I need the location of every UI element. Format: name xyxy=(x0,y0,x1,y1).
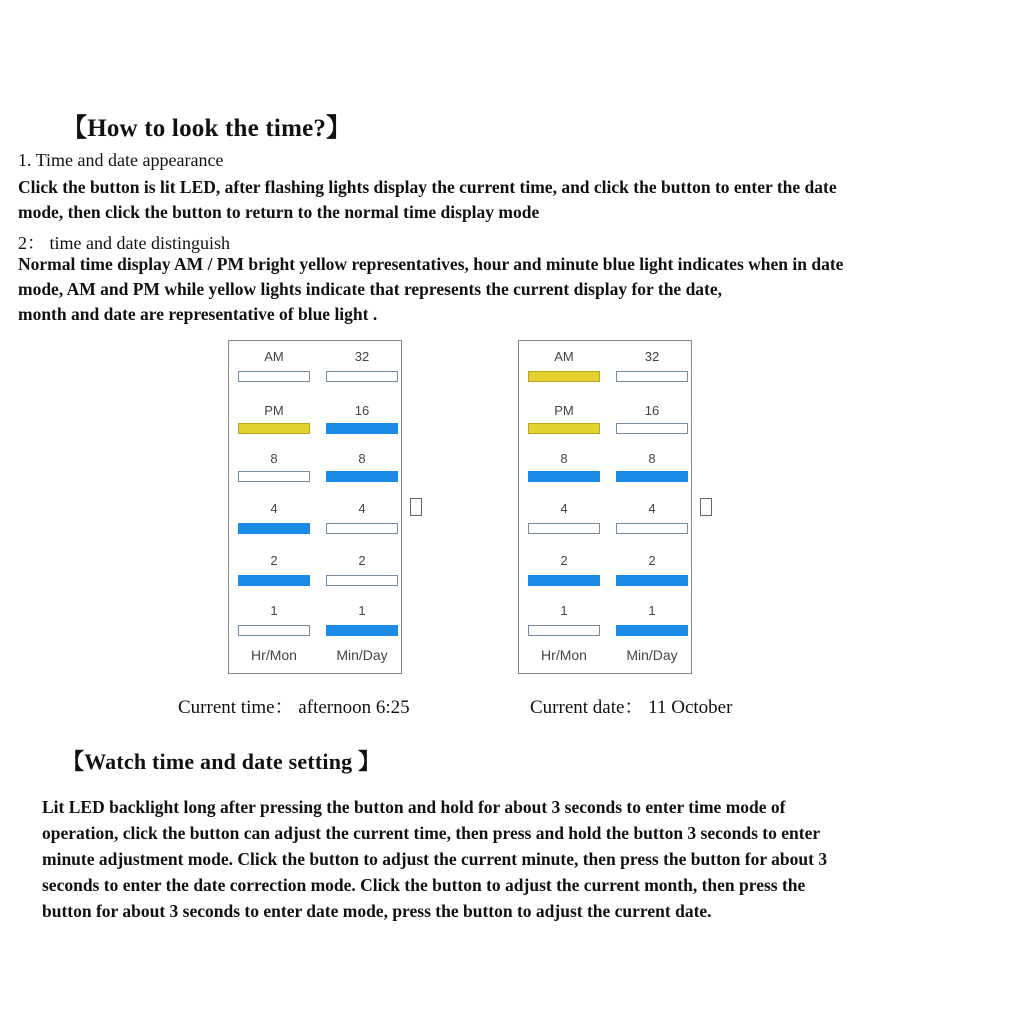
led-label-right: 4 xyxy=(358,501,366,516)
led-label-left: 8 xyxy=(270,451,278,466)
led-label-right: 8 xyxy=(648,451,656,466)
led-bar-right xyxy=(616,471,688,482)
led-label-left: PM xyxy=(264,403,284,418)
setting-line: Lit LED backlight long after pressing the button and hold for about 3 seconds to enter time mode of xyxy=(42,797,786,817)
section2-line: Normal time display AM / PM bright yellow representatives, hour and minute blue light indicates when in date xyxy=(18,254,844,274)
section1-title: 1. Time and date appearance xyxy=(18,150,224,170)
watch-button-icon xyxy=(410,498,422,516)
section2-line: mode, AM and PM while yellow lights indicate that represents the current display for the date, xyxy=(18,279,723,299)
led-footer-right: Min/Day xyxy=(626,647,678,663)
led-label-left: 2 xyxy=(270,553,278,568)
led-label-right: 1 xyxy=(358,603,366,618)
setting-line: operation, click the button can adjust the current time, then press and hold the button 3 seconds to enter xyxy=(42,823,821,843)
section1-line: Click the button is lit LED, after flashing lights display the current time, and click the button to enter the date xyxy=(18,177,837,197)
led-label-right: 16 xyxy=(644,403,660,418)
led-bar-left xyxy=(528,575,600,586)
led-label-left: 4 xyxy=(560,501,568,516)
led-footer-left: Hr/Mon xyxy=(251,647,297,663)
led-bar-left xyxy=(528,423,600,434)
led-label-right: 2 xyxy=(358,553,366,568)
led-bar-right xyxy=(616,371,688,382)
led-bar-right xyxy=(326,423,398,434)
setting-line: seconds to enter the date correction mode. Click the button to adjust the current month, then press the xyxy=(42,875,806,895)
led-label-right: 32 xyxy=(644,349,660,364)
led-bar-right xyxy=(326,371,398,382)
led-label-left: 8 xyxy=(560,451,568,466)
led-label-right: 4 xyxy=(648,501,656,516)
led-bar-right xyxy=(616,575,688,586)
led-bar-left xyxy=(238,523,310,534)
section1-line: mode, then click the button to return to the normal time display mode xyxy=(18,202,540,222)
led-footer-left: Hr/Mon xyxy=(541,647,587,663)
led-bar-right xyxy=(616,625,688,636)
led-bar-left xyxy=(528,523,600,534)
led-bar-right xyxy=(616,523,688,534)
led-bar-right xyxy=(326,625,398,636)
led-bar-left xyxy=(528,371,600,382)
led-label-left: AM xyxy=(264,349,284,364)
led-label-left: 1 xyxy=(560,603,568,618)
led-bar-right xyxy=(616,423,688,434)
led-bar-left xyxy=(238,625,310,636)
led-bar-right xyxy=(326,575,398,586)
caption-current-time: Current time： afternoon 6:25 xyxy=(178,697,410,718)
led-bar-left xyxy=(238,423,310,434)
section2-title: 2： time and date distinguish xyxy=(18,233,230,253)
watch-button-icon xyxy=(700,498,712,516)
led-bar-right xyxy=(326,471,398,482)
led-bar-left xyxy=(238,371,310,382)
led-label-left: AM xyxy=(554,349,574,364)
caption-current-date: Current date： 11 October xyxy=(530,697,733,718)
led-label-right: 1 xyxy=(648,603,656,618)
led-label-left: 2 xyxy=(560,553,568,568)
led-label-left: 4 xyxy=(270,501,278,516)
setting-line: button for about 3 seconds to enter date mode, press the button to adjust the current date. xyxy=(42,901,712,921)
section2-line: month and date are representative of blue light . xyxy=(18,304,378,324)
heading-watch-setting: 【Watch time and date setting 】 xyxy=(62,749,381,774)
led-label-right: 8 xyxy=(358,451,366,466)
led-label-left: 1 xyxy=(270,603,278,618)
heading-how-to-look-time: 【How to look the time?】 xyxy=(62,115,352,142)
led-label-left: PM xyxy=(554,403,574,418)
led-bar-left xyxy=(238,471,310,482)
led-bar-left xyxy=(528,625,600,636)
led-footer-right: Min/Day xyxy=(336,647,388,663)
led-panel-date xyxy=(518,340,692,674)
led-label-right: 32 xyxy=(354,349,370,364)
led-bar-left xyxy=(528,471,600,482)
led-panel-time xyxy=(228,340,402,674)
led-label-right: 16 xyxy=(354,403,370,418)
led-bar-left xyxy=(238,575,310,586)
setting-line: minute adjustment mode. Click the button to adjust the current minute, then press the button for about 3 xyxy=(42,849,828,869)
led-label-right: 2 xyxy=(648,553,656,568)
led-bar-right xyxy=(326,523,398,534)
